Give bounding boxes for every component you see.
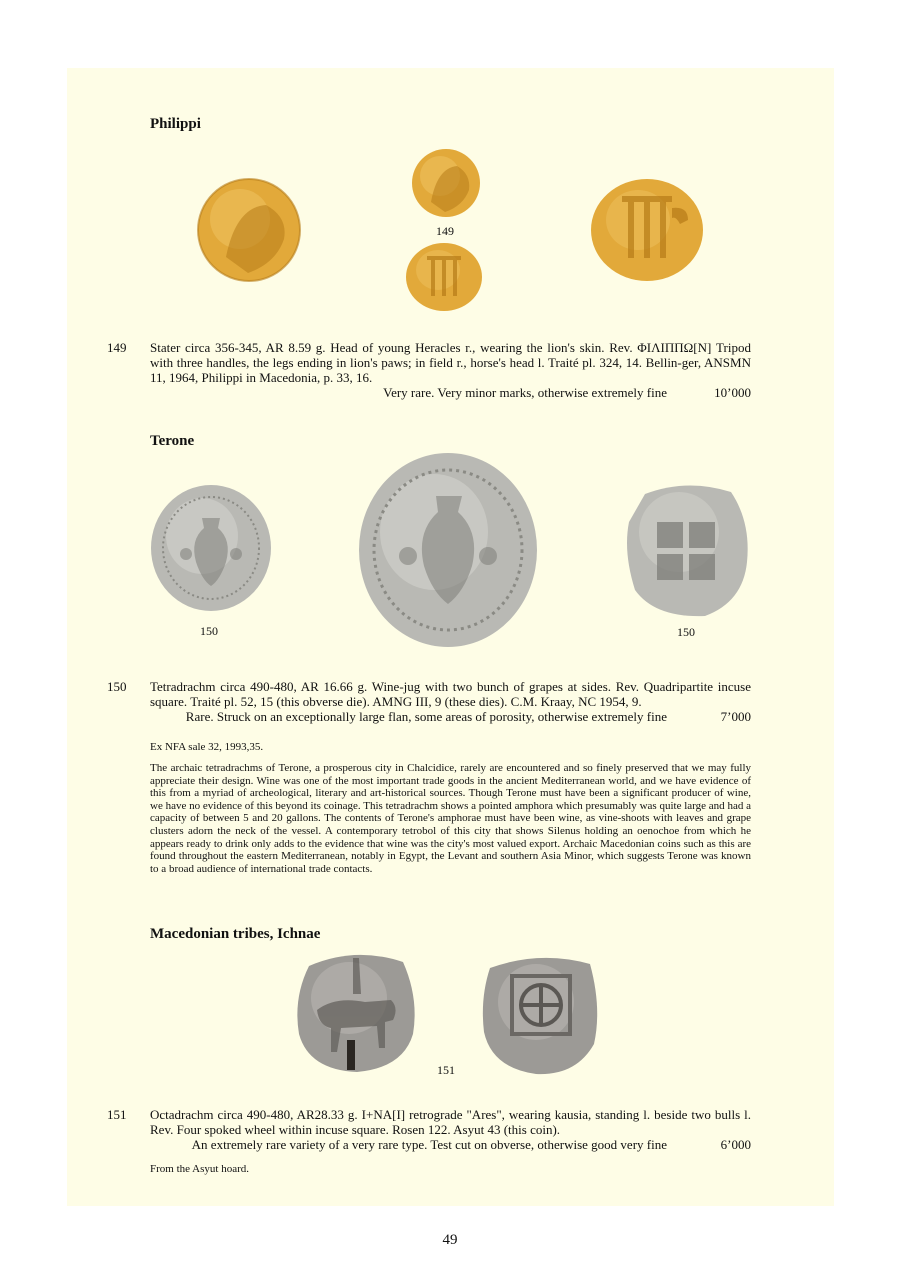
lot-150-price: 7’000: [720, 709, 751, 724]
lot-description-149: [150, 340, 751, 385]
lot-150-commentary: The archaic tetradrachms of Terone, a prosperous city in Chalcidice, rarely are encountered and so finely preserved that we may fully appreciate their design. Wine was one of the most important trade goods in the ancient Mediterranean world, and we have evidence of this from a myriad of archeological, literary and art-historical sources. Though Terone must have been a significant producer of wine, we have no evidence of this beyond its coinage. This tetradrachm shows a pointed amphora which presumably was quite large and had a capacity of between 5 and 20 gallons. The contents of Terone's amphorae must have been wine, as vine-shoots with leaves and grape clusters adorn the neck of the vessel. A contemporary tetrobol of this city that shows Silenus holding an oenochoe from which he appears ready to drink only adds to the evidence that wine was the city's most valued export. Archaic Macedonian coins such as this are found throughout the eastern Mediterranean, notably in Egypt, the Levant and southern Asia Minor, which suggests Terone was known to a broad audience of international trade contacts.: [150, 762, 751, 875]
lot-151-provenance: From the Asyut hoard.: [150, 1163, 249, 1175]
lot-number-149: 149: [107, 340, 127, 355]
coin-150-obverse-small: [150, 484, 272, 612]
coin-149-reverse-large: [590, 178, 704, 282]
plate-label-149: 149: [436, 224, 454, 238]
lot-description-150: [150, 679, 751, 709]
plate-label-151: 151: [437, 1063, 455, 1077]
lot-151-rating: An extremely rare variety of a very rare type. Test cut on obverse, otherwise good very fine: [191, 1137, 667, 1152]
coin-149-reverse-small: [405, 242, 483, 312]
coin-149-obverse-small: [411, 148, 481, 218]
lot-149-description-text: Stater circa 356-345, AR 8.59 g. Head of young Heracles r., wearing the lion's skin. Rev. ΦΙΛΙΠΠΩ[N] Tripod with three handles, the legs ending in lion's paws; in field r., horse's head l. Traité pl. 324, 14. Bellin-ger, ANSMN 11, 1964, Philippi in Macedonia, p. 33, 16.: [150, 340, 751, 385]
plate-label-150-right: 150: [677, 625, 695, 639]
lot-number-151: 151: [107, 1107, 127, 1122]
coin-151-reverse: [480, 948, 600, 1076]
lot-number-150: 150: [107, 679, 127, 694]
coin-149-obverse-large: [196, 177, 302, 283]
section-heading-philippi: Philippi: [150, 116, 201, 132]
section-heading-terone: Terone: [150, 433, 195, 449]
coin-150-obverse-large: [358, 452, 538, 648]
lot-149-rating: Very rare. Very minor marks, otherwise extremely fine: [383, 385, 667, 400]
lot-149-price: 10’000: [714, 385, 751, 400]
lot-150-rating: Rare. Struck on an exceptionally large flan, some areas of porosity, otherwise extremely fine: [185, 709, 667, 724]
coin-151-obverse: [295, 948, 417, 1074]
lot-150-provenance: Ex NFA sale 32, 1993,35.: [150, 741, 264, 753]
lot-151-price: 6’000: [720, 1137, 751, 1152]
lot-150-description-text: Tetradrachm circa 490-480, AR 16.66 g. Wine-jug with two bunch of grapes at sides. Rev. Quadripartite incuse square. Traité pl. 52, 15 (this obverse die). AMNG III, 9 (these dies). C.M. Kraay, NC 1954, 9.: [150, 679, 751, 709]
section-heading-ichnae: Macedonian tribes, Ichnae: [150, 926, 321, 942]
plate-label-150-left: 150: [200, 624, 218, 638]
page-number: 49: [442, 1232, 458, 1248]
coin-150-reverse: [625, 482, 751, 618]
lot-description-151: [150, 1107, 751, 1137]
lot-151-description-text: Octadrachm circa 490-480, AR28.33 g. I+NA[I] retrograde "Ares", wearing kausia, standing l. beside two bulls l. Rev. Four spoked wheel within incuse square. Rosen 122. Asyut 43 (this coin).: [150, 1107, 751, 1137]
